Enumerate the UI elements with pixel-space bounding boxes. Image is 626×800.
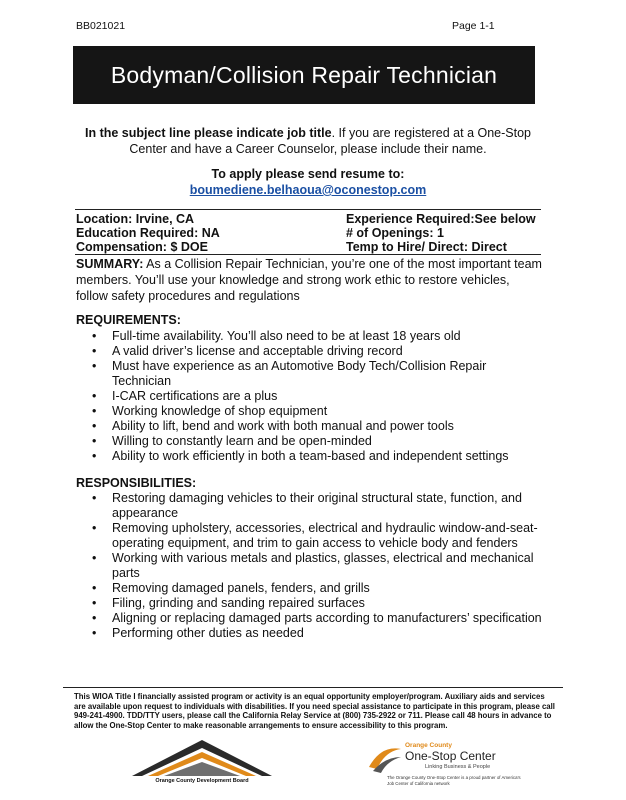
summary	[76, 256, 542, 304]
apply-email-link[interactable]: boumediene.belhaoua@oconestop.com	[189, 183, 427, 197]
summary-label: SUMMARY:	[76, 257, 144, 271]
document-code: BB021021	[76, 20, 126, 32]
compensation: Compensation: $ DOE	[76, 240, 208, 254]
openings: # of Openings: 1	[346, 226, 444, 240]
responsibilities-title: RESPONSIBILITIES:	[76, 476, 197, 490]
list-item: • Ability to work efficiently in both a team-based and independent settings	[76, 449, 546, 464]
info-left	[76, 212, 220, 254]
footer-rule	[63, 687, 563, 688]
list-item: • Must have experience as an Automotive Body Tech/Collision Repair Technician	[76, 359, 546, 389]
swoosh-icon	[367, 743, 403, 773]
ocdb-logo	[122, 736, 282, 786]
job-title: Bodyman/Collision Repair Technician	[110, 61, 498, 88]
list-item: • Filing, grinding and sanding repaired surfaces	[76, 596, 542, 611]
info-right	[346, 212, 536, 254]
osc-tagline: Linking Business & People	[425, 764, 491, 770]
list-item: • Performing other duties as needed	[76, 626, 542, 641]
list-item: • Removing damaged panels, fenders, and grills	[76, 581, 542, 596]
intro-rest: . If you are registered at a One-Stop Center and have a Career Counselor, please include their name.	[129, 126, 531, 156]
footer-disclaimer: This WIOA Title I financially assisted program or activity is an equal opportunity employer/program. Auxiliary aids and services are available upon request to individuals with disabilities. If you need special assistance to participate in this program, please call 949-241-4900. TDD/TTY users, please call the California Relay Service at (800) 735-2922 or 711. Please call 48 hours in advance to allow the One-Stop Center to make reasonable arrangements to ensure accessibility to this program.	[74, 692, 555, 730]
ocdb-name: Orange County Development Board	[155, 778, 249, 784]
divider-bottom	[75, 254, 541, 255]
osc-note: The Orange County One-Stop Center is a proud partner of America's Job Center of California network	[387, 775, 521, 786]
list-item: • I-CAR certifications are a plus	[76, 389, 546, 404]
list-item: • Willing to constantly learn and be open-minded	[76, 434, 546, 449]
osc-name: One-Stop Center	[405, 749, 496, 763]
list-item: • Aligning or replacing damaged parts according to manufacturers’ specification	[76, 611, 542, 626]
job-title-banner	[73, 46, 535, 104]
page-number: Page 1-1	[452, 20, 495, 32]
list-item: • A valid driver’s license and acceptable driving record	[76, 344, 546, 359]
ocdb-roof-icon	[122, 736, 282, 780]
intro-paragraph	[70, 125, 546, 157]
summary-text: As a Collision Repair Technician, you’re one of the most important team members. You’ll use your knowledge and strong work ethic to restore vehicles, follow safety procedures and regulations	[76, 257, 542, 303]
intro-bold: In the subject line please indicate job title	[84, 126, 332, 140]
list-item: • Full-time availability. You’ll also need to be at least 18 years old	[76, 329, 546, 344]
location: Location: Irvine, CA	[76, 212, 195, 226]
list-item: • Working with various metals and plastics, glasses, electrical and mechanical parts	[76, 551, 542, 581]
apply-block	[70, 166, 546, 198]
responsibilities-list	[76, 491, 542, 641]
list-item: • Removing upholstery, accessories, electrical and hydraulic window-and-seat-operating equipment, and trim to gain access to vehicle body and fenders	[76, 521, 542, 551]
divider-top	[75, 209, 541, 210]
requirements-list	[76, 329, 546, 464]
hire-type: Temp to Hire/ Direct: Direct	[346, 240, 507, 254]
experience: Experience Required:See below	[346, 212, 536, 226]
osc-county: Orange County	[405, 742, 452, 749]
list-item: • Restoring damaging vehicles to their original structural state, function, and appearance	[76, 491, 542, 521]
one-stop-center-logo	[365, 742, 525, 794]
list-item: • Working knowledge of shop equipment	[76, 404, 546, 419]
education: Education Required: NA	[76, 226, 220, 240]
apply-label: To apply please send resume to:	[211, 167, 405, 181]
requirements-title: REQUIREMENTS:	[76, 313, 181, 327]
list-item: • Ability to lift, bend and work with both manual and power tools	[76, 419, 546, 434]
